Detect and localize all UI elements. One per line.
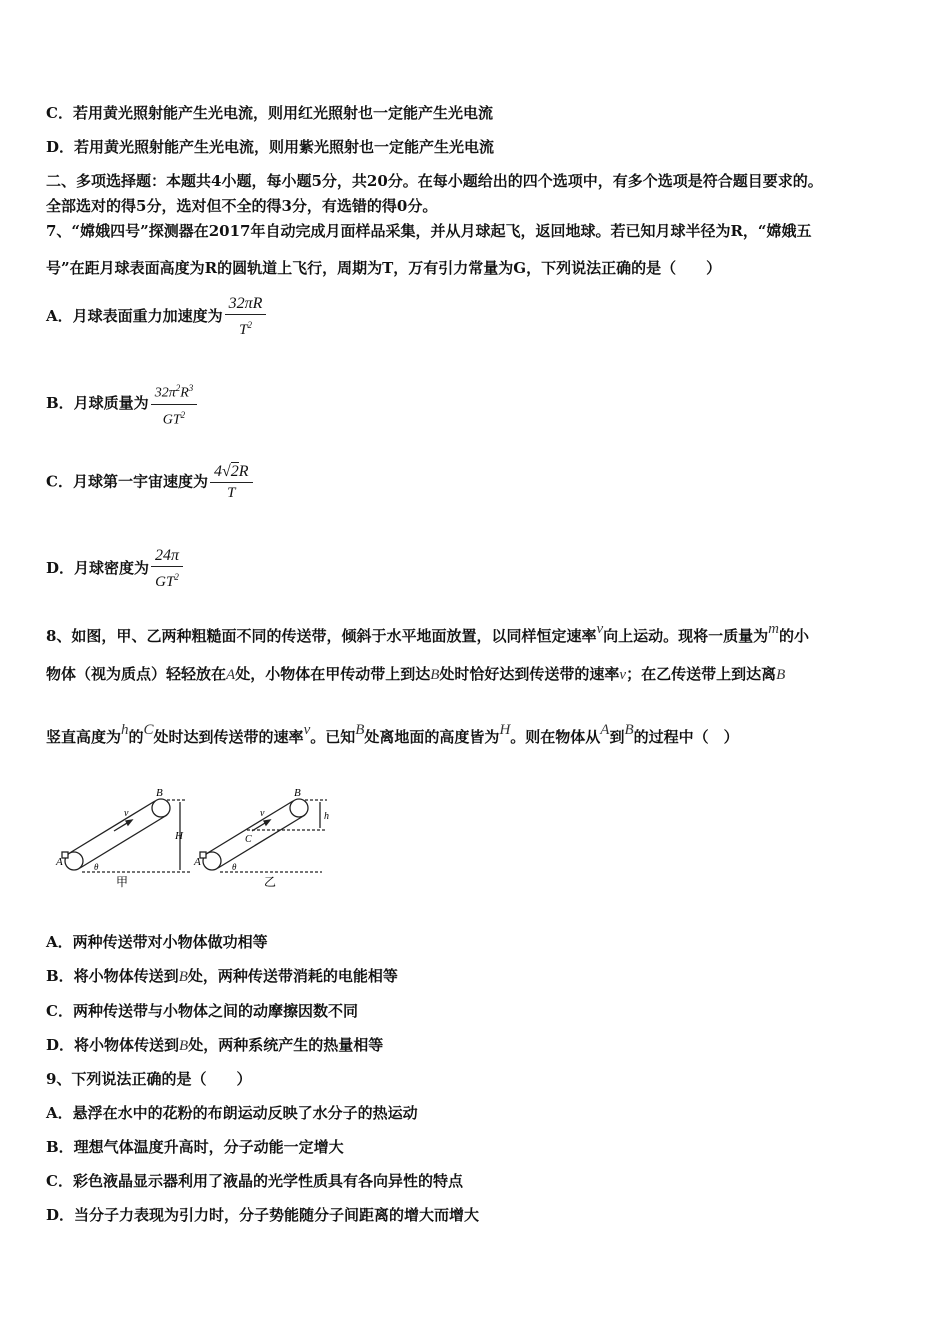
q9-option-a: A．悬浮在水中的花粉的布朗运动反映了水分子的热运动 [46, 1104, 418, 1122]
q7-stem-line1: 7、“嫦娥四号”探测器在2017年自动完成月面样品采集，并从月球起飞，返回地球。若已知月球半径为R，“嫦娥五 [46, 222, 812, 240]
q7-option-d-text: D．月球密度为 [46, 559, 150, 577]
yi-caption: 乙 [264, 875, 277, 889]
q8-l3-var-b: B [355, 722, 365, 738]
jia-caption: 甲 [116, 875, 129, 889]
q7-option-a-den-base: T [239, 322, 248, 338]
q7-option-c-radicand: 2 [230, 463, 239, 480]
q8-l2-var-a: A [226, 667, 236, 683]
conveyor-diagram [52, 786, 352, 896]
q7-option-b-num-exp2: 2 [175, 383, 181, 393]
jia-label-v: v [124, 808, 129, 819]
q7-stem-line2: 号”在距月球表面高度为R的圆轨道上飞行，周期为T，万有引力常量为G，下列说法正确的是（ ） [46, 259, 722, 277]
yi-label-theta: θ [232, 862, 237, 872]
q8-option-b-pre: B．将小物体传送到 [46, 967, 179, 985]
jia-label-b: B [156, 787, 163, 799]
yi-belt-bottom [218, 815, 305, 868]
q8-l3-text-a: 竖直高度为 [46, 728, 122, 746]
q8-option-b-post: 处，两种传送带消耗的电能相等 [187, 967, 398, 985]
q8-l2-text-d: ；在乙传送带上到达离 [626, 665, 777, 683]
q8-l3-var-b2: B [624, 722, 634, 738]
q8-l1-text-c: 的小 [778, 627, 809, 645]
q8-l3-var-v: v [303, 722, 311, 738]
q6-option-c: C．若用黄光照射能产生光电流，则用红光照射也一定能产生光电流 [46, 104, 493, 122]
q8-stem-line2 [46, 664, 785, 685]
q7-option-c [46, 462, 253, 503]
yi-arrowhead-icon [264, 820, 270, 825]
q8-l2-var-b2: B [776, 667, 786, 683]
jia-belt-bottom [80, 815, 167, 868]
q7-option-d-den-exp: 2 [174, 572, 179, 582]
q7-option-a-fraction [225, 294, 267, 340]
yi-belt-top [206, 801, 293, 854]
q9-option-c: C．彩色液晶显示器利用了液晶的光学性质具有各向异性的特点 [46, 1172, 463, 1190]
q7-option-c-denominator: T [210, 482, 253, 503]
q7-option-d-denominator [151, 566, 183, 592]
q7-option-d-fraction [151, 546, 183, 592]
q8-option-a: A．两种传送带对小物体做功相等 [46, 933, 268, 951]
q7-option-b-numerator [151, 378, 198, 404]
q6-option-d: D．若用黄光照射能产生光电流，则用紫光照射也一定能产生光电流 [46, 138, 495, 156]
q7-option-b-text: B．月球质量为 [46, 394, 149, 413]
q7-option-c-text: C．月球第一宇宙速度为 [46, 472, 208, 491]
q7-option-a-denominator [225, 314, 267, 340]
q7-option-b-num-exp3: 3 [188, 383, 194, 393]
q7-option-c-num-coef: 4 [213, 463, 222, 480]
jia-label-h: H [175, 830, 183, 842]
q7-option-b [46, 378, 197, 430]
yi-block [200, 852, 206, 858]
q8-l1-text-b: 向上运动。现将一质量为 [603, 627, 769, 645]
q8-option-d-pre: D．将小物体传送到 [46, 1036, 180, 1054]
q8-l1-text-a: 8、如图，甲、乙两种粗糙面不同的传送带，倾斜于水平地面放置，以同样恒定速率 [46, 627, 597, 645]
q7-option-d-numerator: 24π [155, 547, 180, 564]
q8-l3-text-e: 处离地面的高度皆为 [364, 728, 500, 746]
q7-option-d [46, 546, 183, 592]
q8-option-c: C．两种传送带与小物体之间的动摩擦因数不同 [46, 1002, 358, 1020]
q8-l2-var-b: B [430, 667, 440, 683]
q8-option-d-post: 处，两种系统产生的热量相等 [188, 1036, 384, 1054]
q8-l3-var-hh: H [499, 722, 511, 738]
q8-l1-var-v: v [596, 621, 604, 637]
q7-option-a-numerator: 32πR [228, 295, 263, 312]
q7-option-d-den-base: GT [155, 574, 175, 590]
sqrt-icon: √ [221, 463, 231, 480]
q8-l3-var-c: C [143, 722, 154, 738]
yi-label-a: A [194, 856, 201, 868]
section2-heading: 二、多项选择题：本题共4小题，每小题5分，共20分。在每小题给出的四个选项中，有多个选项是符合题目要求的。 [46, 172, 823, 190]
q8-l2-var-v: v [619, 667, 627, 683]
q9-stem: 9、下列说法正确的是（ ） [46, 1070, 252, 1088]
q8-option-b-var: B [178, 969, 188, 985]
q8-l3-text-d: 。已知 [310, 728, 356, 746]
q7-option-a-den-exp: 2 [247, 320, 252, 330]
q7-option-c-fraction [210, 462, 253, 503]
jia-arrowhead-icon [126, 820, 132, 825]
q8-l3-text-h: 的过程中（ ） [633, 728, 739, 746]
q7-option-a [46, 294, 266, 340]
q8-l1-var-m: m [768, 621, 779, 637]
q8-l3-text-f: 。则在物体从 [510, 728, 601, 746]
jia-block [62, 852, 68, 858]
yi-label-b: B [294, 787, 301, 799]
q8-l3-text-c: 处时达到传送带的速率 [153, 728, 304, 746]
q7-option-b-num-coef: 32π [154, 385, 176, 401]
q9-option-d: D．当分子力表现为引力时，分子势能随分子间距离的增大而增大 [46, 1206, 480, 1224]
q7-option-b-fraction [151, 378, 198, 430]
yi-label-c: C [245, 834, 252, 845]
jia-label-theta: θ [94, 862, 99, 872]
q7-option-b-denominator [151, 404, 198, 431]
q7-option-b-num-r: R [180, 385, 189, 401]
jia-label-a: A [56, 856, 63, 868]
q8-option-d-var: B [179, 1038, 189, 1054]
q8-l2-text-a: 物体（视为质点）轻轻放在 [46, 665, 227, 683]
q8-stem-line1 [46, 621, 809, 647]
q8-option-d [46, 1035, 383, 1056]
q7-option-c-num-r: R [238, 463, 249, 480]
q8-l2-text-c: 处时恰好达到传送带的速率 [439, 665, 620, 683]
jia-belt-top [68, 801, 155, 854]
q8-l2-text-b: 处，小物体在甲传动带上到达 [235, 665, 431, 683]
section2-scoring: 全部选对的得5分，选对但不全的得3分，有选错的得0分。 [46, 197, 438, 215]
q7-option-a-text: A．月球表面重力加速度为 [46, 307, 223, 325]
q7-option-c-numerator [210, 462, 253, 482]
yi-label-h: h [324, 811, 329, 822]
yi-label-v: v [260, 808, 265, 819]
q8-l3-var-a: A [600, 722, 610, 738]
q8-l3-var-h: h [121, 722, 129, 738]
q8-l3-text-b: 的 [128, 728, 144, 746]
q7-option-b-den-exp: 2 [180, 409, 186, 420]
q9-option-b: B．理想气体温度升高时，分子动能一定增大 [46, 1138, 344, 1156]
q8-l3-text-g: 到 [609, 728, 625, 746]
q8-option-b [46, 966, 398, 987]
q8-stem-line3 [46, 722, 739, 748]
q7-option-b-den-base: GT [162, 412, 181, 428]
